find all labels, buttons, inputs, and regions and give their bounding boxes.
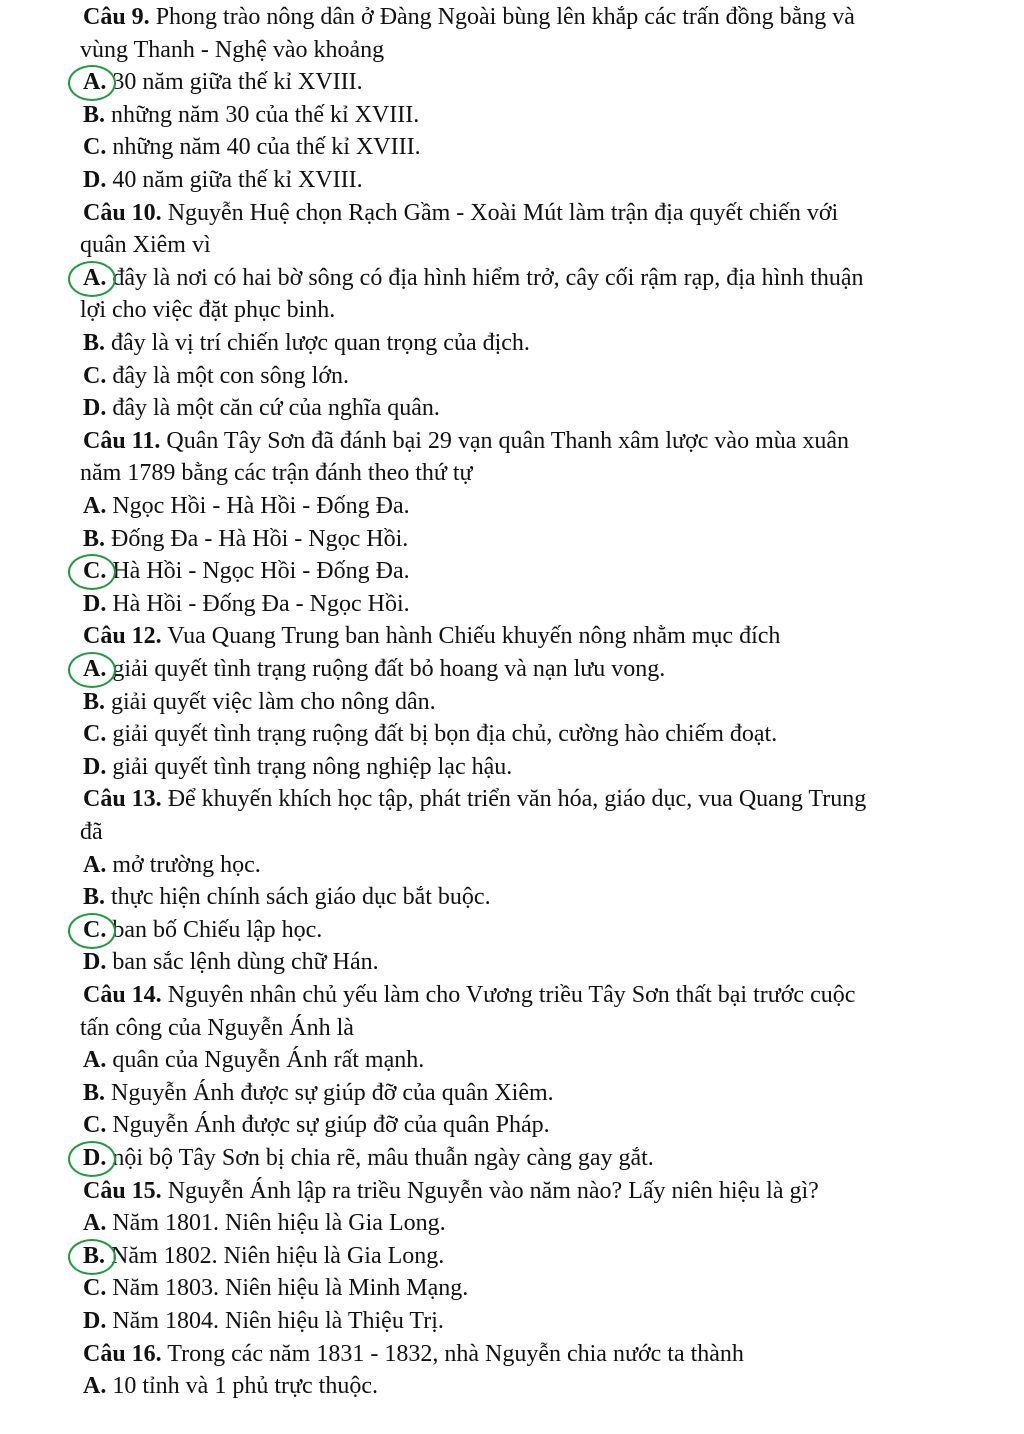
option-text: Đống Đa - Hà Hồi - Ngọc Hồi. [105, 525, 409, 552]
question-line [83, 980, 855, 1010]
answer-option[interactable] [83, 491, 410, 521]
option-text: những năm 30 của thế kỉ XVIII. [105, 101, 420, 128]
option-text: giải quyết tình trạng nông nghiệp lạc hậu. [106, 753, 513, 780]
answer-option[interactable] [83, 393, 440, 423]
answer-option[interactable] [83, 947, 379, 977]
answer-option[interactable] [83, 915, 322, 945]
answer-option[interactable] [83, 687, 436, 717]
option-key: D. [83, 1145, 107, 1171]
option-key: C. [83, 558, 107, 585]
answer-option[interactable] [83, 100, 419, 130]
answer-circle-mark [68, 65, 116, 101]
option-text: nội bộ Tây Sơn bị chia rẽ, mâu thuẫn ngày càng gay gắt. [106, 1145, 654, 1171]
option-text: Nguyễn Ánh được sự giúp đỡ của quân Pháp. [106, 1112, 550, 1139]
option-text: lợi cho việc đặt phục binh. [80, 297, 336, 324]
option-text: Ngọc Hồi - Hà Hồi - Đống Đa. [106, 493, 410, 519]
option-key: C. [83, 1275, 107, 1302]
question-number: Câu 14. [83, 982, 162, 1008]
question-text: Vua Quang Trung ban hành Chiếu khuyến nông nhằm mục đích [161, 623, 781, 650]
question-number: Câu 13. [83, 786, 162, 813]
option-key: D. [83, 590, 107, 617]
question-line-continued [80, 35, 384, 65]
answer-option[interactable] [83, 719, 777, 749]
answer-option[interactable] [83, 165, 363, 195]
option-text: Hà Hồi - Đống Đa - Ngọc Hồi. [106, 590, 410, 617]
option-key: B. [83, 525, 106, 552]
option-key: B. [83, 1079, 106, 1106]
answer-option[interactable] [83, 1306, 444, 1336]
answer-option[interactable] [83, 1273, 468, 1303]
option-key: A. [83, 1373, 107, 1400]
question-text: vùng Thanh - Nghệ vào khoảng [80, 36, 385, 63]
question-text: Quân Tây Sơn đã đánh bại 29 vạn quân Thanh xâm lược vào mùa xuân [160, 427, 850, 454]
option-text: ban sắc lệnh dùng chữ Hán. [106, 949, 379, 976]
option-text: mở trường học. [106, 851, 261, 878]
question-line [83, 621, 780, 651]
question-number: Câu 16. [83, 1340, 162, 1367]
question-text: Để khuyến khích học tập, phát triển văn hóa, giáo dục, vua Quang Trung [161, 786, 867, 813]
answer-circle-mark [68, 913, 116, 949]
answer-option[interactable] [83, 361, 349, 391]
option-key: C. [83, 134, 107, 161]
answer-circle-mark [68, 1239, 116, 1275]
answer-option[interactable] [83, 524, 408, 554]
answer-option[interactable] [83, 882, 491, 912]
option-text: Năm 1802. Niên hiệu là Gia Long. [105, 1242, 445, 1269]
option-key: A. [83, 264, 107, 291]
question-text: quân Xiêm vì [80, 232, 211, 259]
option-key: A. [83, 69, 107, 96]
option-text: Hà Hồi - Ngọc Hồi - Đống Đa. [106, 558, 410, 585]
answer-circle-mark [68, 554, 116, 590]
option-key: C. [83, 721, 107, 748]
question-line [83, 1339, 744, 1369]
answer-option[interactable] [83, 1208, 446, 1238]
option-text: đây là vị trí chiến lược quan trọng của địch. [105, 330, 530, 356]
question-text: tấn công của Nguyễn Ánh là [80, 1014, 354, 1041]
question-number: Câu 10. [83, 199, 162, 226]
option-text: Nguyễn Ánh được sự giúp đỡ của quân Xiêm. [105, 1079, 554, 1106]
question-text: đã [80, 819, 103, 845]
option-text: đây là một căn cứ của nghĩa quân. [106, 395, 440, 422]
answer-option[interactable] [83, 850, 261, 880]
question-text: Nguyễn Ánh lập ra triều Nguyễn vào năm nào? Lấy niên hiệu là gì? [161, 1177, 819, 1204]
option-key: A. [83, 851, 107, 878]
answer-option[interactable] [83, 328, 530, 358]
question-line [83, 198, 838, 228]
answer-option[interactable] [83, 132, 421, 162]
answer-option[interactable] [83, 1241, 444, 1271]
question-line [83, 426, 849, 456]
option-key: A. [83, 656, 107, 682]
option-key: C. [83, 1112, 107, 1139]
option-key: D. [83, 1308, 107, 1334]
option-text: ban bố Chiếu lập học. [106, 916, 323, 943]
option-text: quân của Nguyễn Ánh rất mạnh. [106, 1047, 425, 1074]
question-number: Câu 15. [83, 1177, 162, 1204]
answer-circle-mark [68, 652, 116, 688]
answer-option[interactable] [83, 556, 410, 586]
answer-option[interactable] [83, 1110, 550, 1140]
option-text: giải quyết tình trạng ruộng đất bỏ hoang và nạn lưu vong. [106, 656, 666, 682]
option-key: A. [83, 1047, 107, 1074]
question-text: Phong trào nông dân ở Đàng Ngoài bùng lên khắp các trấn đồng bằng và [149, 4, 855, 30]
option-text: đây là một con sông lớn. [106, 362, 350, 389]
answer-option[interactable] [83, 1371, 378, 1401]
question-number: Câu 11. [83, 427, 161, 454]
option-text: 10 tỉnh và 1 phủ trực thuộc. [106, 1373, 378, 1400]
option-text: Năm 1801. Niên hiệu là Gia Long. [106, 1210, 446, 1237]
question-text: Nguyễn Huệ chọn Rạch Gầm - Xoài Mút làm trận địa quyết chiến với [161, 199, 839, 226]
answer-circle-mark [68, 261, 116, 297]
answer-circle-mark [68, 1141, 116, 1177]
option-text: 40 năm giữa thế kỉ XVIII. [106, 167, 363, 193]
option-text: Năm 1804. Niên hiệu là Thiệu Trị. [106, 1308, 444, 1334]
question-line-continued [80, 1013, 354, 1043]
option-key: D. [83, 395, 107, 422]
option-key: D. [83, 753, 107, 780]
option-key: B. [83, 884, 106, 911]
question-text: năm 1789 bằng các trận đánh theo thứ tự [80, 460, 473, 487]
option-key: A. [83, 1210, 107, 1237]
answer-option[interactable] [83, 67, 363, 97]
question-text: Trong các năm 1831 - 1832, nhà Nguyễn chia nước ta thành [161, 1340, 744, 1367]
answer-option[interactable] [83, 1078, 554, 1108]
question-line-continued [80, 458, 473, 488]
question-line [83, 2, 855, 32]
answer-option[interactable] [83, 263, 864, 293]
question-line-continued [80, 230, 211, 260]
option-text: giải quyết việc làm cho nông dân. [105, 688, 436, 715]
question-number: Câu 9. [83, 4, 150, 30]
answer-option[interactable] [83, 654, 665, 684]
option-text: giải quyết tình trạng ruộng đất bị bọn địa chủ, cường hào chiếm đoạt. [106, 721, 778, 748]
option-key: C. [83, 362, 107, 389]
answer-option[interactable] [83, 752, 512, 782]
answer-option[interactable] [83, 1045, 424, 1075]
option-key: D. [83, 167, 107, 193]
option-key: B. [83, 1242, 106, 1269]
option-key: C. [83, 916, 107, 943]
option-text: Năm 1803. Niên hiệu là Minh Mạng. [106, 1275, 469, 1302]
answer-option[interactable] [83, 589, 410, 619]
question-number: Câu 12. [83, 623, 162, 650]
question-line-continued [80, 817, 103, 847]
answer-option[interactable] [83, 1143, 654, 1173]
option-key: A. [83, 493, 107, 519]
option-text: thực hiện chính sách giáo dục bắt buộc. [105, 884, 491, 911]
question-line [83, 1176, 819, 1206]
option-key: B. [83, 688, 106, 715]
answer-option-continued [80, 295, 335, 325]
option-key: B. [83, 101, 106, 128]
question-line [83, 784, 866, 814]
option-key: D. [83, 949, 107, 976]
option-text: những năm 40 của thế kỉ XVIII. [106, 134, 421, 161]
option-text: 30 năm giữa thế kỉ XVIII. [106, 69, 363, 96]
option-key: B. [83, 330, 106, 356]
option-text: đây là nơi có hai bờ sông có địa hình hiểm trở, cây cối rậm rạp, địa hình thuận [106, 264, 864, 291]
question-text: Nguyên nhân chủ yếu làm cho Vương triều Tây Sơn thất bại trước cuộc [161, 982, 856, 1008]
